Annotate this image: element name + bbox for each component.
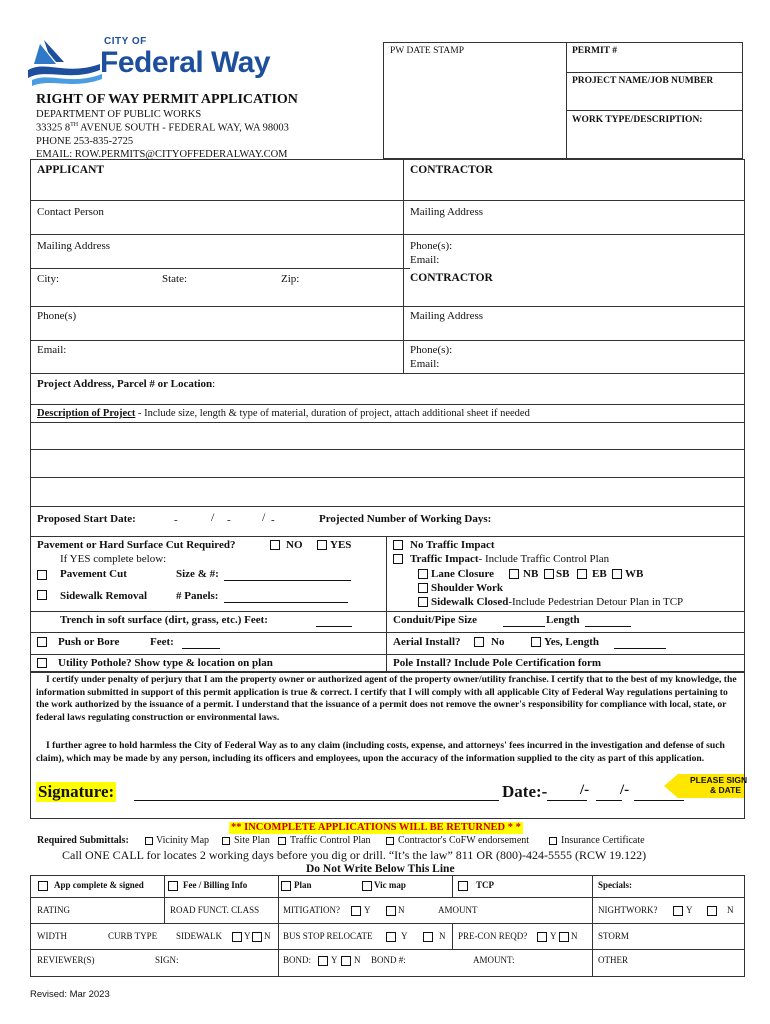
wb-label: WB — [625, 568, 644, 580]
description-line-2[interactable] — [31, 450, 744, 477]
push-bore-label: Push or Bore — [58, 636, 120, 648]
dept-phone: PHONE 253-835-2725 — [36, 136, 134, 147]
mitigation-y-checkbox[interactable] — [351, 906, 361, 916]
sign-date-day-line[interactable] — [596, 800, 622, 801]
plan-label: Plan — [294, 880, 312, 890]
vicinity-map-label: Vicinity Map — [156, 835, 210, 846]
certification-paragraph-2: I further agree to hold harmless the City of Federal Way as to any claim (including costs, expense, and attorneys' fees incurred in the investigation and defense of such claim), which may be made by any person, including its officers and employees, upon the accuracy of the information supplied to the city as part of this application. — [36, 740, 725, 764]
bond-label: BOND: — [283, 955, 312, 965]
vic-map-label: Vic map — [374, 880, 406, 890]
rating-label[interactable]: RATING — [37, 905, 70, 915]
mitigation-n-checkbox[interactable] — [386, 906, 396, 916]
shoulder-work-checkbox[interactable] — [418, 583, 428, 593]
road-funct-class-label[interactable]: ROAD FUNCT. CLASS — [170, 905, 260, 915]
lane-closure-label: Lane Closure — [431, 568, 495, 580]
bond-amount-label[interactable]: AMOUNT: — [473, 955, 515, 965]
work-type-label[interactable]: WORK TYPE/DESCRIPTION: — [572, 115, 703, 125]
applicant-header: APPLICANT — [37, 164, 105, 176]
width-label[interactable]: WIDTH — [37, 931, 67, 941]
no-traffic-checkbox[interactable] — [393, 540, 403, 550]
mitigation-y-label: Y — [364, 905, 371, 915]
aerial-length-input-line[interactable] — [614, 648, 666, 649]
start-date-month[interactable]: - — [174, 514, 178, 526]
pavement-no-checkbox[interactable] — [270, 540, 280, 550]
city-field[interactable]: City: — [37, 273, 60, 285]
pothole-checkbox[interactable] — [37, 658, 47, 668]
insurance-label: Insurance Certificate — [561, 835, 645, 846]
bond-y-checkbox[interactable] — [318, 956, 328, 966]
reviewers-label[interactable]: REVIEWER(S) — [37, 955, 95, 965]
working-days-label[interactable]: Projected Number of Working Days: — [319, 513, 492, 525]
please-sign-line-2: & DATE — [710, 785, 742, 795]
contractor-phones-field-2[interactable]: Phone(s): — [410, 344, 453, 356]
sidewalk-n-label: N — [264, 931, 271, 941]
bus-stop-y-checkbox[interactable] — [386, 932, 396, 942]
lane-closure-checkbox[interactable] — [418, 569, 428, 579]
incomplete-notice: ** INCOMPLETE APPLICATIONS WILL BE RETURNED * * — [231, 822, 521, 833]
precon-y-label: Y — [550, 931, 557, 941]
contractor-email-field-2[interactable]: Email: — [410, 358, 440, 370]
conduit-length-label: Length — [546, 614, 580, 626]
if-yes-instruction: If YES complete below: — [60, 553, 167, 565]
app-complete-checkbox[interactable] — [38, 881, 48, 891]
traffic-impact-title: Traffic Impact — [410, 553, 479, 565]
dept-address — [36, 122, 289, 135]
sidewalk-closed-label — [431, 596, 683, 609]
site-plan-label: Site Plan — [234, 835, 270, 846]
push-bore-feet-input-line[interactable] — [182, 648, 220, 649]
project-address-field[interactable] — [37, 378, 215, 391]
dept-email: EMAIL: ROW.PERMITS@CITYOFFEDERALWAY.COM — [36, 149, 288, 160]
nightwork-y-checkbox[interactable] — [673, 906, 683, 916]
project-description-label — [37, 408, 530, 420]
fee-billing-label: Fee / Billing Info — [183, 880, 248, 890]
mitigation-amount-label[interactable]: AMOUNT — [438, 905, 478, 915]
description-line-3[interactable] — [31, 478, 744, 506]
bus-stop-y-label: Y — [401, 931, 408, 941]
address-street: 33325 8 — [36, 122, 71, 134]
pole-install-label[interactable]: Pole Install? Include Pole Certification form — [393, 657, 602, 669]
dept-name: DEPARTMENT OF PUBLIC WORKS — [36, 109, 202, 120]
eb-label: EB — [592, 568, 607, 580]
conduit-size-input-line[interactable] — [503, 626, 545, 627]
form-title: RIGHT OF WAY PERMIT APPLICATION — [36, 92, 298, 107]
sb-checkbox[interactable] — [544, 569, 554, 579]
logo-big-text: Federal Way — [100, 46, 271, 79]
bond-n-checkbox[interactable] — [341, 956, 351, 966]
sb-label: SB — [556, 568, 570, 580]
start-date-year[interactable]: - — [271, 514, 275, 526]
precon-n-label: N — [571, 931, 578, 941]
please-sign-tag — [664, 774, 748, 798]
no-traffic-label: No Traffic Impact — [410, 539, 495, 551]
revised-date: Revised: Mar 2023 — [30, 989, 110, 1000]
pavement-no-label: NO — [286, 539, 303, 551]
trench-label: Trench in soft surface (dirt, grass, etc.) Feet: — [60, 614, 268, 626]
precon-n-checkbox[interactable] — [559, 932, 569, 942]
pavement-cut-question: Pavement or Hard Surface Cut Required? — [37, 539, 236, 551]
logo-small-text: CITY OF — [104, 36, 147, 47]
endorsement-label: Contractor's CoFW endorsement — [398, 835, 530, 846]
do-not-write-notice: Do Not Write Below This Line — [306, 863, 455, 875]
bond-number-label[interactable]: BOND #: — [371, 955, 406, 965]
other-label[interactable]: OTHER — [598, 955, 628, 965]
pavement-cut-label: Pavement Cut — [60, 568, 127, 580]
state-field[interactable]: State: — [162, 273, 188, 285]
tcp-submittal-checkbox[interactable] — [278, 837, 286, 845]
bond-y-label: Y — [331, 955, 338, 965]
sidewalk-n-checkbox[interactable] — [252, 932, 262, 942]
app-complete-label: App complete & signed — [54, 880, 144, 890]
sidewalk-removal-label: Sidewalk Removal — [60, 590, 148, 602]
nightwork-y-label: Y — [686, 905, 693, 915]
tcp-submittal-label: Traffic Control Plan — [290, 835, 371, 846]
conduit-size-label: Conduit/Pipe Size — [393, 614, 478, 626]
aerial-no-label: No — [491, 636, 505, 648]
sidewalk-closed-checkbox[interactable] — [418, 597, 428, 607]
applicant-phone-field[interactable]: Phone(s) — [37, 310, 77, 322]
contractor-header-1: CONTRACTOR — [410, 164, 493, 176]
site-plan-checkbox[interactable] — [222, 837, 230, 845]
size-input-line[interactable] — [224, 580, 351, 581]
required-submittals-label: Required Submittals: — [37, 835, 129, 846]
trench-feet-input-line[interactable] — [316, 626, 352, 627]
precon-label: PRE-CON REQD? — [458, 931, 528, 941]
signature-input-line[interactable] — [134, 800, 499, 801]
project-name-label[interactable]: PROJECT NAME/JOB NUMBER — [572, 76, 714, 86]
logo-waves-icon — [26, 38, 106, 88]
bond-n-label: N — [354, 955, 361, 965]
traffic-impact-hint: - Include Traffic Control Plan — [478, 553, 610, 565]
start-date-slash-2: / — [262, 510, 266, 524]
aerial-no-checkbox[interactable] — [474, 637, 484, 647]
storm-label[interactable]: STORM — [598, 931, 629, 941]
precon-y-checkbox[interactable] — [537, 932, 547, 942]
pothole-label: Utility Pothole? Show type & location on plan — [58, 657, 273, 669]
contact-person-field[interactable]: Contact Person — [37, 206, 104, 218]
description-line-1[interactable] — [31, 423, 744, 449]
signature-label: Signature: — [38, 782, 115, 801]
traffic-impact-label — [410, 553, 609, 566]
applicant-mailing-address-field[interactable]: Mailing Address — [37, 240, 111, 252]
pavement-yes-label: YES — [330, 539, 352, 551]
push-bore-checkbox[interactable] — [37, 637, 47, 647]
bus-stop-n-checkbox[interactable] — [423, 932, 433, 942]
required-submittals — [37, 835, 129, 847]
bus-stop-n-label: N — [439, 931, 446, 941]
traffic-impact-checkbox[interactable] — [393, 554, 403, 564]
certification-paragraph-1: I certify under penalty of perjury that I am the property owner or authorized agent of the property owner/utility franchise. I certify that to the best of my knowledge, the information submitted in support of this permit application is true & correct. I certify that I will comply with all applicable City of Federal Way regulations pertaining to the work authorized by the issuance of a permit. I understand that the issuance of a permit does not remove the owner's responsibility for compliance with local, state, or federal laws regulating construction or environmental laws. — [36, 674, 737, 723]
conduit-length-input-line[interactable] — [585, 626, 631, 627]
eb-checkbox[interactable] — [577, 569, 587, 579]
mitigation-n-label: N — [398, 905, 405, 915]
sidewalk-removal-checkbox[interactable] — [37, 590, 47, 600]
start-date-day[interactable]: - — [227, 514, 231, 526]
shoulder-work-label: Shoulder Work — [431, 582, 504, 594]
sidewalk-y-label: Y — [244, 931, 251, 941]
contractor-email-field-1[interactable]: Email: — [410, 254, 440, 266]
panels-input-line[interactable] — [224, 602, 348, 603]
pavement-cut-checkbox[interactable] — [37, 570, 47, 580]
sign-date-label: Date:- — [502, 782, 548, 801]
push-bore-feet-label: Feet: — [150, 636, 174, 648]
specials-label[interactable]: Specials: — [598, 880, 633, 890]
insurance-checkbox[interactable] — [549, 837, 557, 845]
sign-date-slash-1: /- — [580, 782, 590, 798]
size-label: Size & #: — [176, 568, 219, 580]
panels-label: # Panels: — [176, 590, 219, 602]
endorsement-checkbox[interactable] — [386, 837, 394, 845]
proposed-start-date-label: Proposed Start Date: — [37, 513, 136, 525]
sidewalk-label: SIDEWALK — [176, 931, 222, 941]
nightwork-n-label: N — [727, 905, 734, 915]
reviewer-sign-label[interactable]: SIGN: — [155, 955, 179, 965]
sign-date-month-line[interactable] — [547, 800, 587, 801]
fee-billing-checkbox[interactable] — [168, 881, 178, 891]
project-description-hint: - Include size, length & type of material, duration of project, attach additional sheet if needed — [135, 408, 530, 419]
zip-field[interactable]: Zip: — [281, 273, 300, 285]
pavement-yes-checkbox[interactable] — [317, 540, 327, 550]
vicinity-map-checkbox[interactable] — [145, 837, 153, 845]
one-call-notice: Call ONE CALL for locates 2 working days before you dig or drill. “It’s the law” 811 OR (800)-424-5555 (RCW 19.122) — [62, 848, 647, 862]
plan-checkbox[interactable] — [281, 881, 291, 891]
contractor-mailing-address-field-2[interactable]: Mailing Address — [410, 310, 484, 322]
project-description-title: Description of Project — [37, 408, 136, 419]
pw-date-stamp-label: PW DATE STAMP — [390, 46, 465, 56]
city-logo — [26, 34, 286, 90]
vic-map-checkbox[interactable] — [362, 881, 372, 891]
nb-checkbox[interactable] — [509, 569, 519, 579]
start-date-slash-1: / — [211, 510, 215, 524]
nb-label: NB — [523, 568, 539, 580]
bus-stop-label: BUS STOP RELOCATE — [283, 931, 373, 941]
stamp-box — [383, 42, 743, 159]
applicant-email-field[interactable]: Email: — [37, 344, 67, 356]
aerial-yes-checkbox[interactable] — [531, 637, 541, 647]
nightwork-n-checkbox[interactable] — [707, 906, 717, 916]
sign-date-year-line[interactable] — [634, 800, 684, 801]
permit-number-label[interactable]: PERMIT # — [572, 46, 617, 56]
aerial-yes-label: Yes, Length — [544, 636, 600, 648]
curb-type-label[interactable]: CURB TYPE — [108, 931, 158, 941]
sidewalk-closed-title: Sidewalk Closed — [431, 596, 509, 608]
contractor-phones-field-1[interactable]: Phone(s): — [410, 240, 453, 252]
address-sup: TH — [70, 122, 79, 128]
contractor-mailing-address-field-1[interactable]: Mailing Address — [410, 206, 484, 218]
aerial-install-label: Aerial Install? — [393, 636, 461, 648]
project-address-label: Project Address, Parcel # or Location — [37, 378, 213, 390]
contractor-header-2: CONTRACTOR — [410, 272, 493, 284]
nightwork-label: NIGHTWORK? — [598, 905, 658, 915]
tcp-checkbox[interactable] — [458, 881, 468, 891]
project-address-colon: : — [212, 378, 216, 390]
sign-date-slash-2: /- — [620, 782, 630, 798]
please-sign-line-1: PLEASE SIGN — [690, 775, 748, 785]
wb-checkbox[interactable] — [612, 569, 622, 579]
sidewalk-y-checkbox[interactable] — [232, 932, 242, 942]
address-rest: AVENUE SOUTH - FEDERAL WAY, WA 98003 — [78, 122, 289, 134]
sidewalk-closed-hint: -Include Pedestrian Detour Plan in TCP — [508, 596, 684, 608]
mitigation-label: MITIGATION? — [283, 905, 340, 915]
tcp-label: TCP — [476, 880, 494, 890]
